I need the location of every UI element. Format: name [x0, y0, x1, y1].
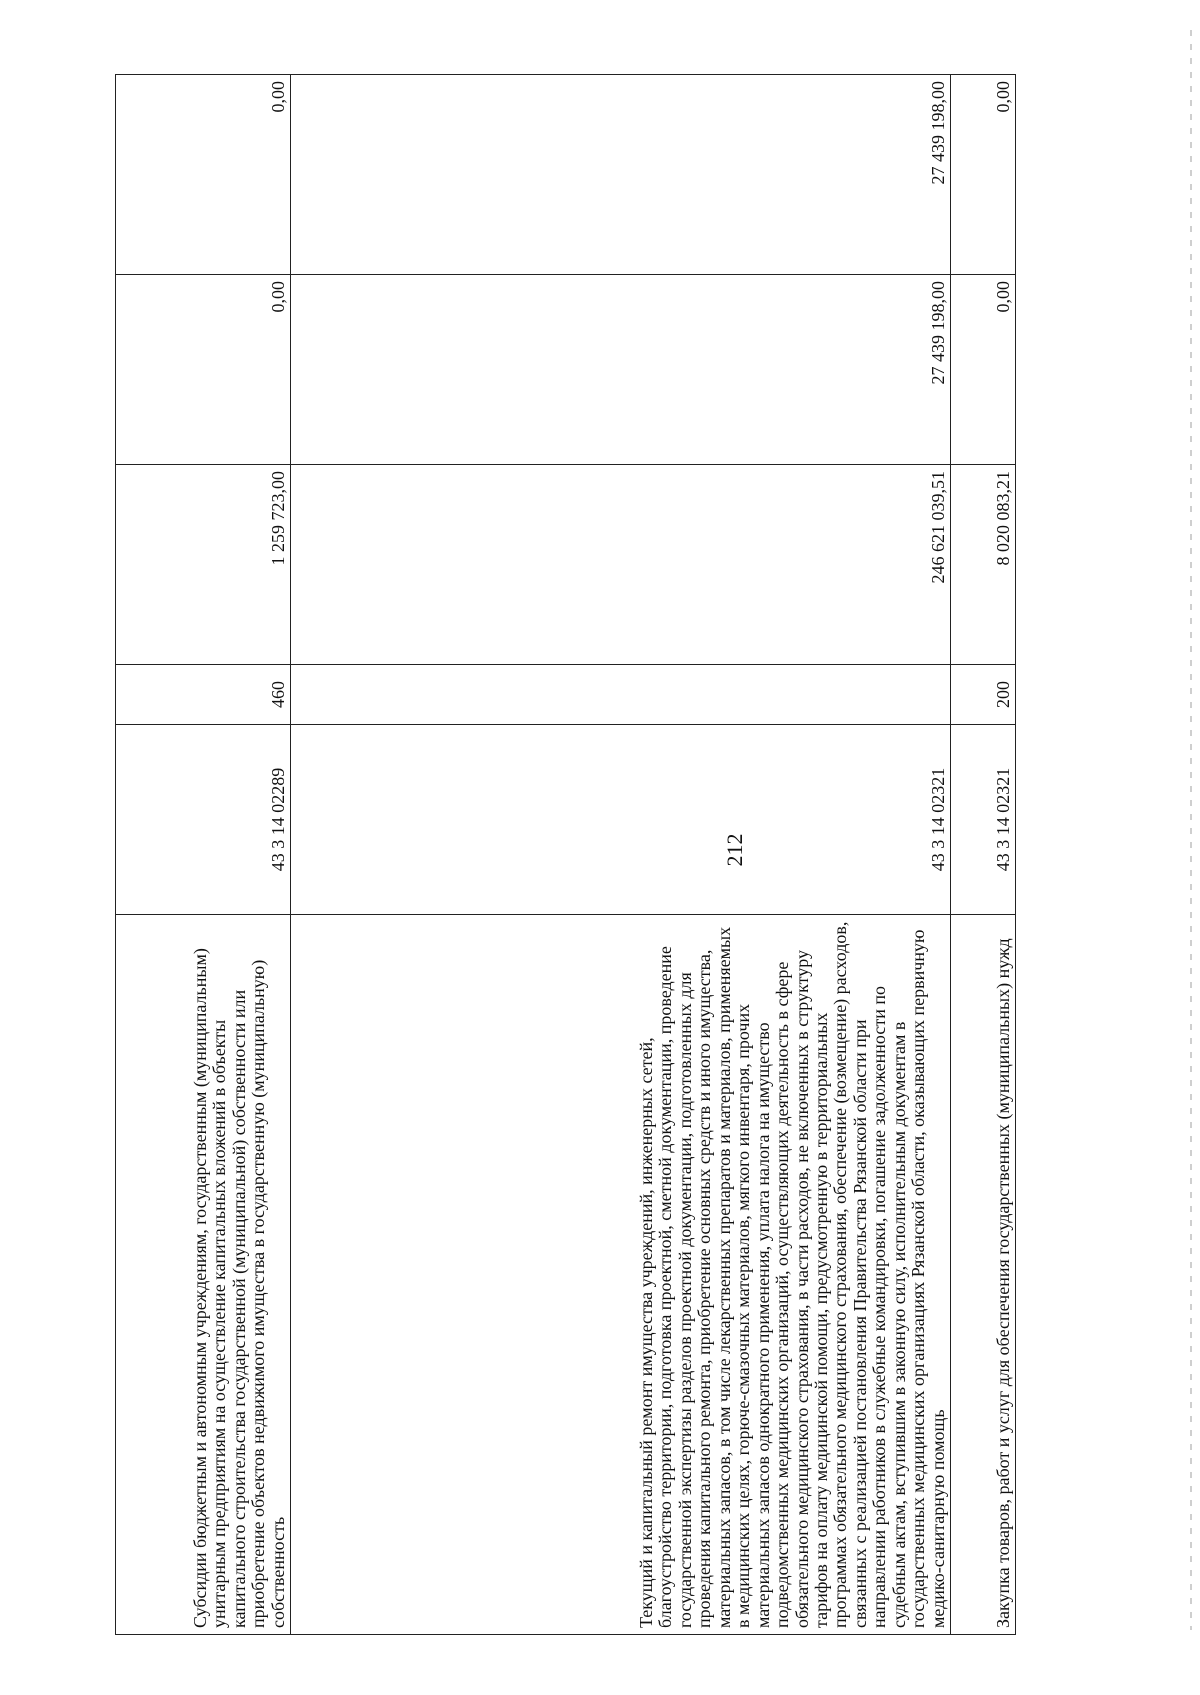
- table-row: [291, 75, 951, 1635]
- row-sum-1-cell: 8 020 083,21: [951, 465, 1016, 665]
- row-code-cell: 43 3 14 02289: [116, 725, 291, 915]
- row-code-cell: 43 3 14 02321: [951, 725, 1016, 915]
- row-sum-2-cell: 0,00: [116, 275, 291, 465]
- row-name-cell: [291, 915, 951, 1635]
- row-name: Текущий и капитальный ремонт имущества учреждений, инженерных сетей, благоустройство территории, подготовка проектной, сметной документации, проведение государственной экспертизы разделов проектной документации, подготовленных для проведения капитального ремонта, приобретение основных средств и иного имущества, материальных запасов, в том числе лекарственных препаратов и материалов, применяемых в медицинских целях, горюче-смазочных материалов, мягкого инвентаря, прочих материальных запасов однократного применения, уплата налога на имущество подведомственных медицинских организаций, осуществляющих деятельность в сфере обязательного медицинского страхования, в части расходов, не включенных в структуру тарифов на оплату медицинской помощи, предусмотренную в территориальных программах обязательного медицинского страхования, обеспечение (возмещение) расходов, связанных с реализацией постановления Правительства Рязанской области при направлении работников в служебные командировки, погашение задолженности по судебным актам, вступившим в законную силу, исполнительным документам в государственных медицинских организациях Рязанской области, оказывающих первичную медико-санитарную помощь: [636, 921, 948, 1628]
- budget-table: [115, 74, 1016, 1635]
- row-expense-type-cell: [291, 665, 951, 725]
- row-sum-2-cell: 0,00: [951, 275, 1016, 465]
- row-sum-1-cell: 246 621 039,51: [291, 465, 951, 665]
- row-sum-3-cell: 0,00: [116, 75, 291, 275]
- table-row: [951, 75, 1016, 1635]
- row-name-cell: [116, 915, 291, 1635]
- row-sum-1-cell: 1 259 723,00: [116, 465, 291, 665]
- row-sum-3-cell: 0,00: [951, 75, 1016, 275]
- row-sum-3-cell: 27 439 198,00: [291, 75, 951, 275]
- rotated-page: [115, 75, 1015, 1635]
- row-name: Субсидии бюджетным и автономным учреждениям, государственным (муниципальным) унитарным предприятиям на осуществление капитальных вложений в объекты капитального строительства государственной (муниципальной) собственности или приобретение объектов недвижимого имущества в государственную (муниципальную) собственность: [189, 948, 288, 1628]
- page-number: 212: [722, 833, 747, 867]
- row-expense-type-cell: 200: [951, 665, 1016, 725]
- scan-edge-artifact: [1190, 30, 1192, 1630]
- row-name: Закупка товаров, работ и услуг для обеспечения государственных (муниципальных) нужд: [992, 938, 1013, 1628]
- row-code-cell: 43 3 14 02321: [291, 725, 951, 915]
- row-sum-2-cell: 27 439 198,00: [291, 275, 951, 465]
- row-expense-type-cell: 460: [116, 665, 291, 725]
- row-name-cell: [951, 915, 1016, 1635]
- table-row: [116, 75, 291, 1635]
